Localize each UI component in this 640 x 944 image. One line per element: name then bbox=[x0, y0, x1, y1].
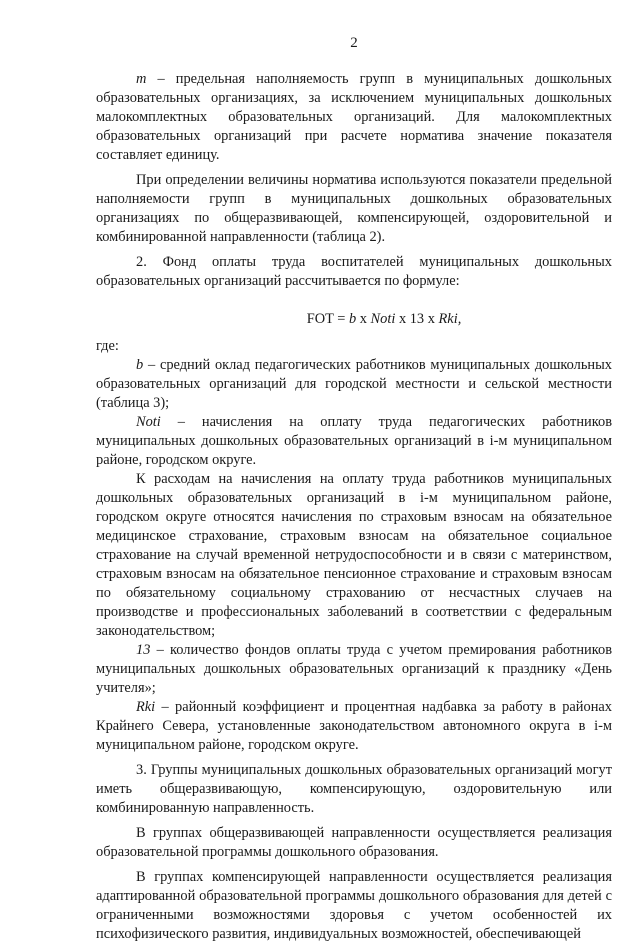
paragraph-compensating-groups: В группах компенсирующей направленности осуществляется реализация адаптированной образовательной программы дошкольного образования для детей с ограниченными возможностями здоровья с учетом особенностей их психофизического развития, индивидуальных возможностей, обеспечивающей bbox=[96, 869, 612, 942]
paragraph-text: – предельная наполняемость групп в муниципальных дошкольных образовательных организациях, за исключением муниципальных дошкольных малокомплектных образовательных организаций. Для малокомплектных образовательных организаций при расчете норматива значение показателя составляет единицу. bbox=[96, 71, 612, 163]
paragraph-m-definition bbox=[96, 70, 612, 165]
paragraph-wage-fund: 2. Фонд оплаты труда воспитателей муниципальных дошкольных образовательных организаций рассчитывается по формуле: bbox=[96, 254, 612, 289]
paragraph-rki-definition: Rki – районный коэффициент и процентная надбавка за работу в районах Крайнего Севера, установленные законодательством автономного округа в i-м муниципальном районе, городском округе. bbox=[96, 699, 612, 753]
where-label: где: bbox=[96, 338, 119, 354]
variable-13: 13 bbox=[136, 642, 151, 658]
paragraph-general-groups: В группах общеразвивающей направленности осуществляется реализация образовательной программы дошкольного образования. bbox=[96, 825, 612, 860]
paragraph-norm-indicators: При определении величины норматива используются показатели предельной наполняемости групп в муниципальных дошкольных образовательных организациях по общеразвивающей, компенсирующей, оздоровительной и комбинированной направленности (таблица 2). bbox=[96, 172, 612, 245]
variable-noti: Noti bbox=[136, 414, 161, 430]
variable-b: b bbox=[136, 357, 144, 373]
variable-m: m bbox=[136, 71, 147, 87]
paragraph-13-definition: 13 – количество фондов оплаты труда с учетом премирования работников муниципальных дошкольных образовательных организаций к празднику «День учителя»; bbox=[96, 642, 612, 696]
paragraph-accruals: К расходам на начисления на оплату труда работников муниципальных дошкольных образовательных организаций в i-м муниципальном районе, городском округе относятся начисления по страховым взносам на обязательное медицинское страхование, страховым взносам на обязательное социальное страхование на случай временной нетрудоспособности и в связи с материнством, страховым взносам на обязательное пенсионное страхование и страховым взносам по обязательному социальному страхованию от несчастных случаев на производстве и профессиональных заболеваний в соответствии с федеральным законодательством; bbox=[96, 471, 612, 639]
document-body bbox=[96, 70, 612, 944]
paragraph-group-types: 3. Группы муниципальных дошкольных образовательных организаций могут иметь общеразвивающую, компенсирующую, оздоровительную или комбинированную направленность. bbox=[96, 762, 612, 816]
paragraph-b-definition: b – средний оклад педагогических работников муниципальных дошкольных образовательных организаций для городской местности и сельской местности (таблица 3); bbox=[96, 357, 612, 411]
formula: FOT = b x Noti x 13 x Rki, bbox=[306, 311, 462, 327]
page-number: 2 bbox=[350, 35, 358, 51]
paragraph-noti-definition: Noti – начисления на оплату труда педагогических работников муниципальных дошкольных образовательных организаций в i-м муниципальном районе, городском округе. bbox=[96, 414, 612, 468]
variable-rki: Rki bbox=[136, 699, 156, 715]
